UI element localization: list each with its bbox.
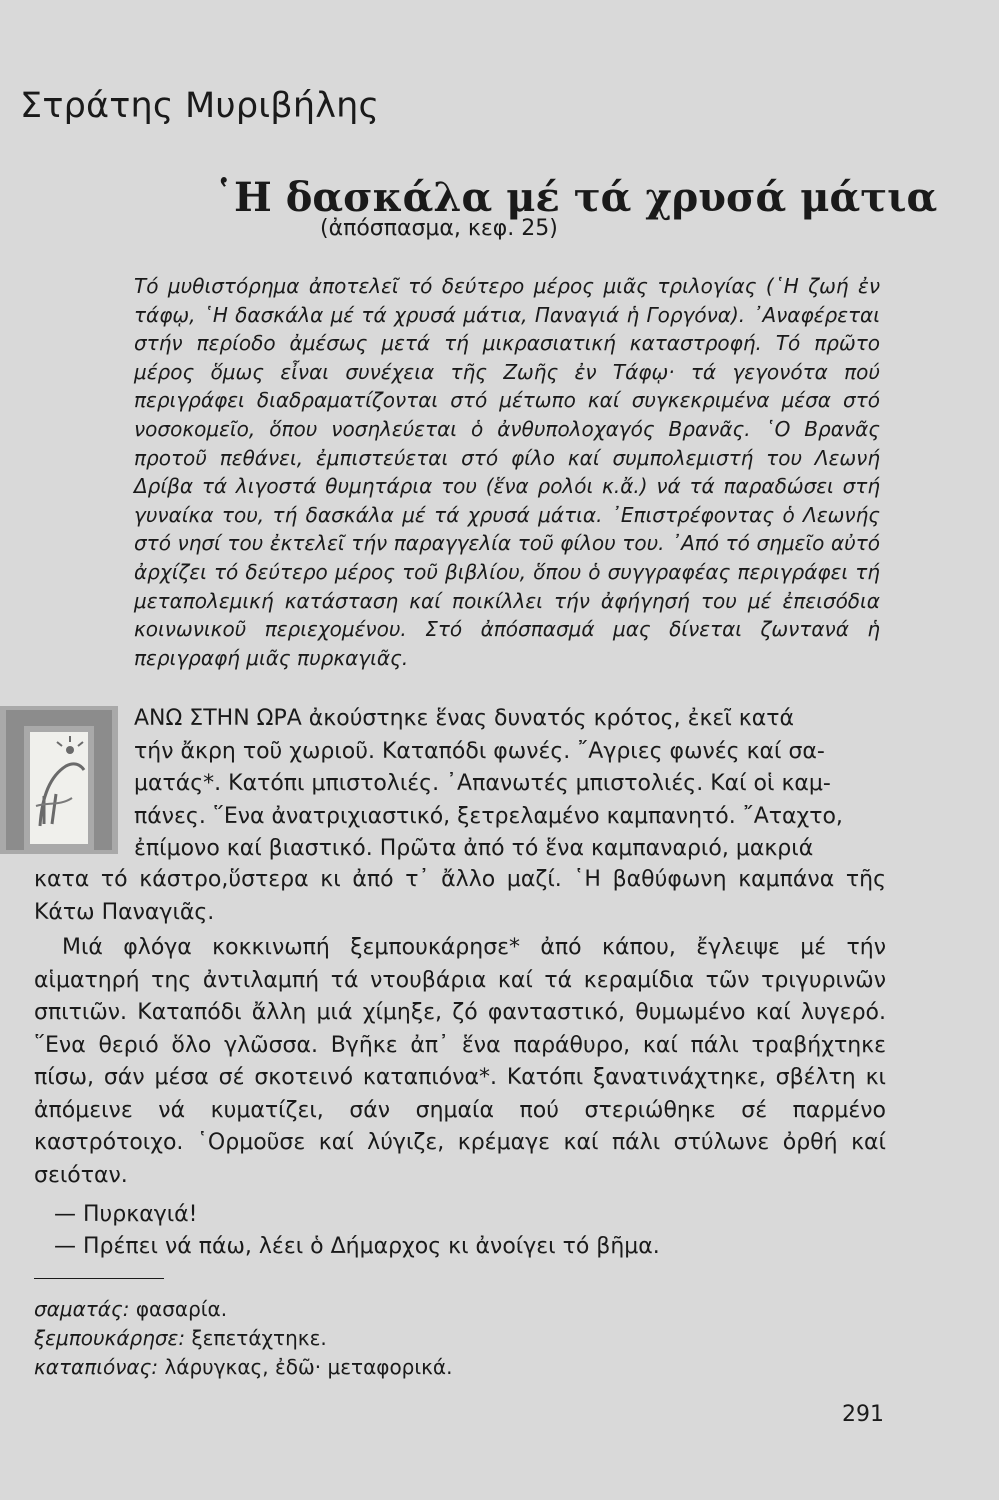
author-name: Στράτης Μυριβήλης: [20, 86, 380, 126]
footnote-divider: [34, 1278, 164, 1279]
intro-paragraph: [134, 272, 880, 672]
body-line: πάνες. ῞Ενα ἀνατριχιαστικό, ξετρελαμένο καμπανητό. ῎Αταχτο,: [134, 803, 843, 829]
footnote-definition: ξεπετάχτηκε.: [191, 1326, 327, 1350]
footnote-3: [34, 1355, 452, 1379]
chapter-subtitle: (ἀπόσπασμα, κεφ. 25): [320, 216, 558, 241]
body-line: ἐπίμονο καί βιαστικό. Πρῶτα ἀπό τό ἕνα καμπαναριό, μακριά: [134, 836, 814, 861]
drop-cap-illustration: [0, 706, 118, 854]
footnote-term: σαματάς:: [34, 1297, 130, 1321]
body-line: τήν ἄκρη τοῦ χωριοῦ. Καταπόδι φωνές. ῎Αγριες φωνές καί σα-: [134, 738, 825, 764]
dialog-line-2: — Πρέπει νά πάω, λέει ὁ Δήμαρχος κι ἀνοίγει τό βῆμα.: [54, 1234, 660, 1259]
footnote-term: καταπιόνας:: [34, 1355, 159, 1379]
footnote-definition: λάρυγκας, ἐδῶ· μεταφορικά.: [164, 1355, 453, 1379]
chapter-title: ῾Η δασκάλα μέ τά χρυσά μάτια: [214, 174, 938, 221]
page-number: 291: [842, 1402, 884, 1427]
body-text: Μιά φλόγα κοκκινωπή ξεμπουκάρησε* ἀπό κάπου, ἔγλειψε μέ τήν αἱματηρή της ἀντιλαμπή τά ντουβάρια καί τά κεραμίδια τῶν τριγυρινῶν σπιτιῶν. Καταπόδι ἄλλη μιά χίμηξε, ζό φανταστικό, θυμωμένο καί λυγερό. ῞Ενα θεριό ὅλο γλῶσσα. Βγῆκε ἀπ᾿ ἕνα παράθυρο, καί πάλι τραβήχτηκε πίσω, σάν μέσα σέ σκοτεινό καταπιόνα*. Κατόπι ξανατινάχτηκε, σβέλτη κι ἀπόμεινε νά κυματίζει, σάν σημαία πού στεριώθηκε σέ παρμένο καστρότοιχο. ῾Ορμοῦσε καί λύγιζε, κρέμαγε καί πάλι στύλωνε ὀρθή καί σειόταν.: [34, 935, 886, 1188]
footnote-definition: φασαρία.: [135, 1297, 228, 1321]
body-paragraph-1-indented: [134, 703, 886, 866]
dialog-line-1: — Πυρκαγιά!: [54, 1202, 198, 1227]
footnote-term: ξεμπουκάρησε:: [34, 1326, 186, 1350]
body-line: ΑΝΩ ΣΤΗΝ ΩΡΑ ἀκούστηκε ἕνας δυνατός κρότος, ἐκεῖ κατά: [134, 706, 794, 731]
footnote-1: [34, 1297, 227, 1321]
body-paragraph-2: [34, 932, 886, 1192]
intro-text: Τό μυθιστόρημα ἀποτελεῖ τό δεύτερο μέρος μιᾶς τριλογίας (῾Η ζωή ἐν τάφῳ, ῾Η δασκάλα μέ τά χρυσά μάτια, Παναγιά ἡ Γοργόνα). ᾿Αναφέρεται στήν περίοδο ἀμέσως μετά τή μικρασιατική καταστροφή. Τό πρῶτο μέρος ὅμως εἶναι συνέχεια τῆς Ζωῆς ἐν Τάφῳ· τά γεγονότα πού περιγράφει διαδραματίζονται στό μέτωπο καί συγκεκριμένα μέσα στό νοσοκομεῖο, ὅπου νοσηλεύεται ὁ ἀνθυπολοχαγός Βρανᾶς. ῾Ο Βρανᾶς προτοῦ πεθάνει, ἐμπιστεύεται στό φίλο καί συμπολεμιστή του Λεωνή Δρίβα τά λιγοστά θυμητάρια του (ἕνα ρολόι κ.ἄ.) νά τά παραδώσει στή γυναίκα του, τή δασκάλα μέ τά χρυσά μάτια. ᾿Επιστρέφοντας ὁ Λεωνής στό νησί του ἐκτελεῖ τήν παραγγελία τοῦ φίλου του. ᾿Από τό σημεῖο αὐτό ἀρχίζει τό δεύτερο μέρος τοῦ βιβλίου, ὅπου ὁ συγγραφέας περιγράφει τή μεταπολεμική κατάσταση καί ποικίλλει τήν ἀφήγησή του μέ ἐπεισόδια κοινωνικοῦ περιεχομένου. Στό ἀπόσπασμά μας δίνεται ζωντανά ἡ περιγραφή μιᾶς πυρκαγιᾶς.: [134, 274, 880, 670]
body-paragraph-1-continuation: [34, 864, 886, 929]
footnote-2: [34, 1326, 327, 1350]
body-line: ματάς*. Κατόπι μπιστολιές. ᾿Απανωτές μπιστολιές. Καί οἱ καμ-: [134, 771, 831, 796]
drop-cap-pi-icon: [0, 706, 118, 854]
body-text: κατα τό κάστρο,ὕστερα κι ἀπό τ᾿ ἄλλο μαζί. ῾Η βαθύφωνη καμπάνα τῆς Κάτω Παναγιᾶς.: [34, 867, 886, 925]
